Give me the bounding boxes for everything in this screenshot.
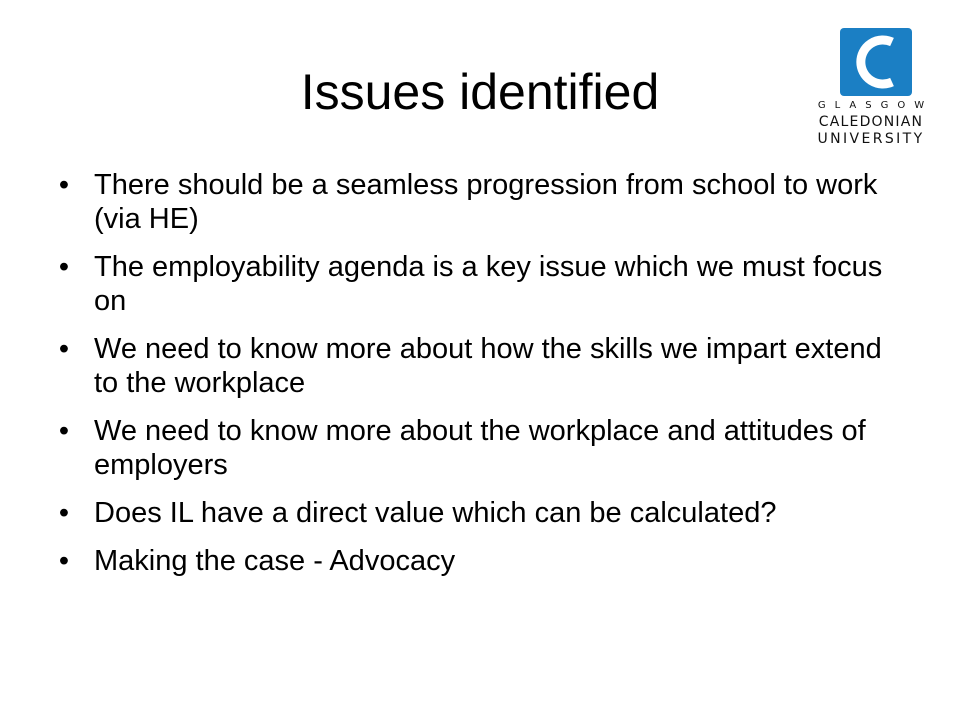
bullet-dot-icon: • (58, 169, 70, 201)
bullet-dot-icon: • (58, 415, 70, 447)
logo-line-caledonian: CALEDONIAN (818, 114, 924, 130)
bullet-item (52, 332, 912, 400)
bullet-text: Does IL have a direct value which can be calculated? (94, 497, 777, 529)
bullet-item (52, 496, 912, 530)
logo-c-mark-icon (840, 28, 912, 96)
bullet-text: The employability agenda is a key issue which we must focus on (94, 251, 883, 317)
bullet-text: We need to know more about the workplace and attitudes of employers (94, 415, 866, 481)
bullet-item (52, 250, 912, 318)
bullet-item (52, 168, 912, 236)
bullet-item (52, 414, 912, 482)
bullet-text: There should be a seamless progression from school to work (via HE) (94, 169, 878, 235)
bullet-dot-icon: • (58, 545, 70, 577)
bullet-dot-icon: • (58, 333, 70, 365)
university-logo (806, 28, 936, 148)
slide-title: Issues identified (300, 64, 660, 120)
bullet-text: We need to know more about how the skills we impart extend to the workplace (94, 333, 882, 399)
bullet-list (52, 168, 912, 592)
bullet-text: Making the case - Advocacy (94, 545, 456, 577)
logo-line-glasgow: GLASGOW (817, 100, 934, 111)
bullet-dot-icon: • (58, 497, 70, 529)
bullet-item (52, 544, 912, 578)
logo-line-university: UNIVERSITY (817, 131, 925, 147)
bullet-dot-icon: • (58, 251, 70, 283)
